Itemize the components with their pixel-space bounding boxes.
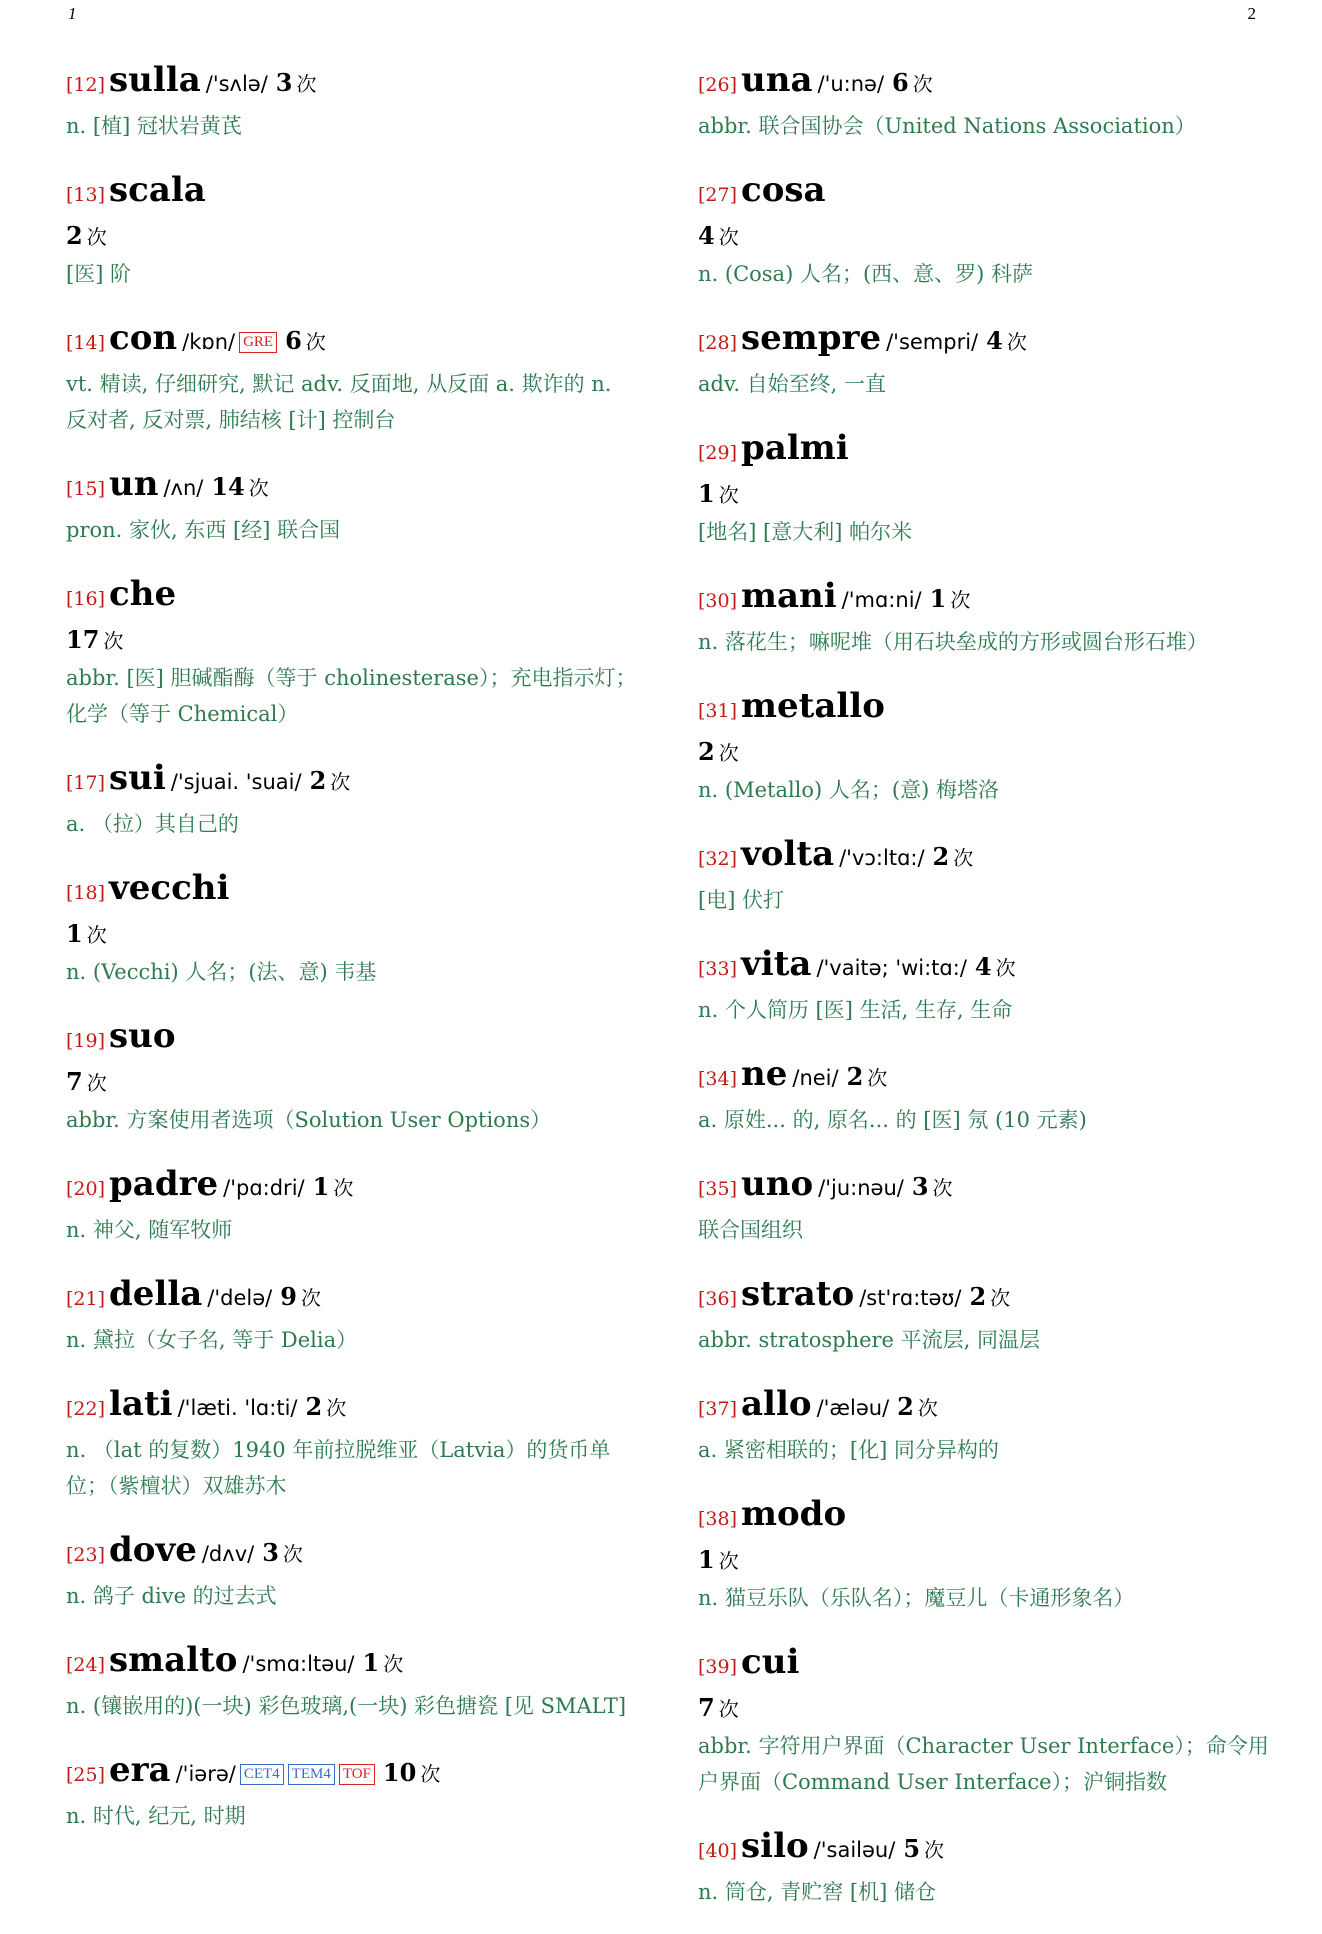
entry-index: [35] xyxy=(698,1178,738,1200)
entry-word: palmi xyxy=(741,428,849,468)
entry-headline xyxy=(698,574,1270,624)
entry-headline xyxy=(66,1638,638,1688)
entry-headline xyxy=(698,1272,1270,1322)
entry-headline xyxy=(66,866,638,916)
entry-definition: n. 神父, 随军牧师 xyxy=(66,1218,233,1242)
dictionary-entry xyxy=(66,1382,638,1504)
entry-word: scala xyxy=(109,170,206,210)
entry-word: strato xyxy=(741,1274,855,1314)
entry-count: 2 xyxy=(897,1392,914,1421)
entry-definition: n. 猫豆乐队（乐队名）；魔豆儿（卡通形象名） xyxy=(698,1586,1135,1610)
entry-word: volta xyxy=(741,834,835,874)
entry-phonetic: /'vɔ:ltɑ:/ xyxy=(839,846,925,870)
entry-word: dove xyxy=(109,1530,197,1570)
dictionary-entry xyxy=(698,168,1270,292)
entry-phonetic: /'delə/ xyxy=(207,1286,273,1310)
count-unit: 次 xyxy=(995,956,1016,980)
entry-definition: n. (镶嵌用的)(一块) 彩色玻璃,(一块) 彩色搪瓷 [见 SMALT] xyxy=(66,1694,627,1718)
entry-count: 9 xyxy=(280,1282,297,1311)
entry-word: con xyxy=(109,318,178,358)
entry-definition: n. 时代, 纪元, 时期 xyxy=(66,1804,246,1828)
entry-count: 2 xyxy=(305,1392,323,1421)
count-unit: 次 xyxy=(420,1762,441,1786)
entry-index: [14] xyxy=(66,332,106,354)
entry-index: [24] xyxy=(66,1654,106,1676)
entry-headline xyxy=(66,58,638,108)
entry-definition: [医] 阶 xyxy=(66,262,132,286)
entry-definition: n. 个人简历 [医] 生活, 生存, 生命 xyxy=(698,998,1013,1022)
entry-word: suo xyxy=(109,1016,176,1056)
entry-definition: a. 紧密相联的；[化] 同分异构的 xyxy=(698,1438,999,1462)
entry-definition: n. (Metallo) 人名；(意) 梅塔洛 xyxy=(698,778,999,802)
dictionary-entry xyxy=(698,316,1270,402)
entry-definition: abbr. 方案使用者选项（Solution User Options） xyxy=(66,1108,552,1132)
entry-headline xyxy=(698,1824,1270,1874)
entry-word: padre xyxy=(109,1164,219,1204)
entry-phonetic: /'iərə/ xyxy=(175,1762,236,1786)
count-unit: 次 xyxy=(932,1176,953,1200)
count-unit: 次 xyxy=(296,72,317,96)
entry-index: [36] xyxy=(698,1288,738,1310)
entry-headline xyxy=(66,1272,638,1322)
entry-headline xyxy=(698,942,1270,992)
entry-word: vita xyxy=(741,944,812,984)
dictionary-entry xyxy=(698,574,1270,660)
entry-index: [17] xyxy=(66,772,106,794)
entry-headline xyxy=(66,1748,638,1798)
page-number-left: 1 xyxy=(68,4,77,23)
entry-word: metallo xyxy=(741,686,885,726)
entry-count: 1 xyxy=(66,919,83,948)
entry-index: [28] xyxy=(698,332,738,354)
entry-word: era xyxy=(109,1750,171,1790)
entry-definition: a. （拉）其自己的 xyxy=(66,812,239,836)
entry-phonetic: /dʌv/ xyxy=(201,1542,255,1566)
dictionary-entry xyxy=(66,756,638,842)
entry-count: 14 xyxy=(211,472,245,501)
entry-index: [34] xyxy=(698,1068,738,1090)
entry-count: 2 xyxy=(698,737,715,766)
dictionary-entry xyxy=(66,1528,638,1614)
count-unit: 次 xyxy=(86,225,107,249)
entry-count: 2 xyxy=(969,1282,987,1311)
entry-count: 1 xyxy=(698,1545,715,1574)
entry-headline xyxy=(66,168,638,218)
count-unit: 次 xyxy=(333,1176,354,1200)
entry-count: 4 xyxy=(698,221,715,250)
dictionary-entry xyxy=(66,1014,638,1138)
entry-index: [16] xyxy=(66,588,106,610)
entry-index: [38] xyxy=(698,1508,738,1530)
entry-phonetic: /'mɑ:ni/ xyxy=(841,588,922,612)
dictionary-entry xyxy=(698,1052,1270,1138)
entry-index: [29] xyxy=(698,442,738,464)
count-unit: 次 xyxy=(383,1652,404,1676)
entry-count: 3 xyxy=(275,68,293,97)
entry-word: un xyxy=(109,464,159,504)
entry-index: [12] xyxy=(66,74,106,96)
entry-index: [23] xyxy=(66,1544,106,1566)
entry-index: [27] xyxy=(698,184,738,206)
count-unit: 次 xyxy=(300,1286,321,1310)
count-unit: 次 xyxy=(912,72,933,96)
entry-headline xyxy=(66,316,638,366)
count-unit: 次 xyxy=(86,923,107,947)
entry-headline xyxy=(66,572,638,622)
count-unit: 次 xyxy=(326,1396,347,1420)
dictionary-entry xyxy=(698,426,1270,550)
entry-count: 4 xyxy=(974,952,992,981)
entry-word: lati xyxy=(109,1384,173,1424)
dictionary-entry xyxy=(698,58,1270,144)
right-column xyxy=(698,58,1270,1934)
entry-headline xyxy=(698,1382,1270,1432)
entry-count: 3 xyxy=(911,1172,929,1201)
entry-phonetic: /'sailəu/ xyxy=(813,1838,896,1862)
entry-word: cui xyxy=(741,1642,800,1682)
entry-count-line xyxy=(66,1064,638,1102)
entry-phonetic: /ʌn/ xyxy=(163,476,204,500)
count-unit: 次 xyxy=(990,1286,1011,1310)
entry-count: 17 xyxy=(66,625,100,654)
page-number-right: 2 xyxy=(1247,4,1256,23)
entry-definition: [电] 伏打 xyxy=(698,888,785,912)
entry-definition: adv. 自始至终, 一直 xyxy=(698,372,887,396)
entry-word: silo xyxy=(741,1826,809,1866)
entry-count: 7 xyxy=(66,1067,83,1096)
count-unit: 次 xyxy=(330,770,351,794)
entry-count-line xyxy=(66,218,638,256)
entry-headline xyxy=(698,1162,1270,1212)
entry-headline xyxy=(698,684,1270,734)
count-unit: 次 xyxy=(718,483,739,507)
entry-word: cosa xyxy=(741,170,826,210)
entry-index: [31] xyxy=(698,700,738,722)
entry-phonetic: /'sjuai. 'suai/ xyxy=(170,770,302,794)
dictionary-entry xyxy=(698,1382,1270,1468)
count-unit: 次 xyxy=(953,846,974,870)
entry-count: 10 xyxy=(382,1758,417,1787)
entry-phonetic: /'æləu/ xyxy=(816,1396,890,1420)
entry-count-line xyxy=(698,1690,1270,1728)
entry-index: [13] xyxy=(66,184,106,206)
entry-word: della xyxy=(109,1274,203,1314)
entry-index: [26] xyxy=(698,74,738,96)
entry-headline xyxy=(698,426,1270,476)
entry-word: uno xyxy=(741,1164,814,1204)
dictionary-entry xyxy=(698,1162,1270,1248)
entry-count: 5 xyxy=(903,1834,921,1863)
entry-count-line xyxy=(66,622,638,660)
entry-phonetic: /'pɑ:dri/ xyxy=(223,1176,305,1200)
entry-word: smalto xyxy=(109,1640,238,1680)
entry-index: [33] xyxy=(698,958,738,980)
entry-headline xyxy=(66,1014,638,1064)
entry-phonetic: /kɒn/ xyxy=(182,330,236,354)
entry-phonetic: /'ju:nəu/ xyxy=(818,1176,904,1200)
entry-index: [20] xyxy=(66,1178,106,1200)
entry-count-line xyxy=(698,1542,1270,1580)
entry-headline xyxy=(698,832,1270,882)
entry-headline xyxy=(66,1528,638,1578)
dictionary-entry xyxy=(66,866,638,990)
entry-word: sempre xyxy=(741,318,882,358)
entry-headline xyxy=(698,316,1270,366)
count-unit: 次 xyxy=(103,629,124,653)
entry-count: 4 xyxy=(986,326,1003,355)
count-unit: 次 xyxy=(282,1542,303,1566)
entry-headline xyxy=(698,58,1270,108)
dictionary-entry xyxy=(66,462,638,548)
entry-phonetic: /'sempri/ xyxy=(886,330,979,354)
entry-definition: n. 落花生；嘛呢堆（用石块垒成的方形或圆台形石堆） xyxy=(698,630,1208,654)
entry-index: [37] xyxy=(698,1398,738,1420)
entry-count: 1 xyxy=(929,584,947,613)
entry-phonetic: /'smɑ:ltəu/ xyxy=(242,1652,355,1676)
entry-count: 2 xyxy=(932,842,950,871)
dictionary-entry xyxy=(698,684,1270,808)
count-unit: 次 xyxy=(718,741,739,765)
entry-word: ne xyxy=(741,1054,788,1094)
entry-index: [15] xyxy=(66,478,106,500)
entry-count-line xyxy=(698,476,1270,514)
entry-index: [22] xyxy=(66,1398,106,1420)
count-unit: 次 xyxy=(718,1697,739,1721)
entry-index: [25] xyxy=(66,1764,106,1786)
dictionary-entry xyxy=(66,1162,638,1248)
entry-word: sulla xyxy=(109,60,201,100)
entry-count: 6 xyxy=(892,68,909,97)
entry-headline xyxy=(698,168,1270,218)
entry-word: modo xyxy=(741,1494,847,1534)
entry-headline xyxy=(698,1052,1270,1102)
entry-count: 2 xyxy=(846,1062,864,1091)
entry-phonetic: /'vaitə; 'wi:tɑ:/ xyxy=(816,956,967,980)
count-unit: 次 xyxy=(248,476,269,500)
entry-headline xyxy=(66,756,638,806)
entry-definition: n. (Cosa) 人名；(西、意、罗) 科萨 xyxy=(698,262,1034,286)
entry-count-line xyxy=(698,734,1270,772)
entry-count: 3 xyxy=(262,1538,279,1567)
entry-definition: a. 原姓... 的, 原名... 的 [医] 氖 (10 元素) xyxy=(698,1108,1087,1132)
entry-count-line xyxy=(698,218,1270,256)
entry-headline xyxy=(66,462,638,512)
dictionary-entry xyxy=(698,1824,1270,1910)
entry-count: 2 xyxy=(66,221,83,250)
dictionary-entry xyxy=(698,1272,1270,1358)
entry-definition: n. 黛拉（女子名, 等于 Delia） xyxy=(66,1328,358,1352)
count-unit: 次 xyxy=(305,330,326,354)
entry-headline xyxy=(66,1382,638,1432)
entry-definition: vt. 精读, 仔细研究, 默记 adv. 反面地, 从反面 a. 欺诈的 n. 反对者, 反对票, 肺结核 [计] 控制台 xyxy=(66,372,612,432)
entry-index: [19] xyxy=(66,1030,106,1052)
entry-word: allo xyxy=(741,1384,812,1424)
entry-definition: n. 鸽子 dive 的过去式 xyxy=(66,1584,277,1608)
entry-count: 7 xyxy=(698,1693,715,1722)
dictionary-entry xyxy=(698,1640,1270,1800)
entry-word: sui xyxy=(109,758,166,798)
entry-phonetic: /nei/ xyxy=(792,1066,839,1090)
dictionary-entry xyxy=(66,168,638,292)
entry-definition: n. 筒仓, 青贮窖 [机] 储仓 xyxy=(698,1880,936,1904)
entry-index: [21] xyxy=(66,1288,106,1310)
entry-count: 1 xyxy=(312,1172,330,1201)
exam-tag-badge: TOF xyxy=(339,1764,375,1785)
entry-definition: abbr. [医] 胆碱酯酶（等于 cholinesterase）；充电指示灯；化学（等于 Chemical） xyxy=(66,666,637,726)
entry-definition: abbr. 联合国协会（United Nations Association） xyxy=(698,114,1196,138)
dictionary-entry xyxy=(66,1748,638,1834)
entry-phonetic: /st'rɑ:təʊ/ xyxy=(859,1286,962,1310)
entry-index: [40] xyxy=(698,1840,738,1862)
entry-count: 2 xyxy=(309,766,327,795)
entry-phonetic: /'sʌlə/ xyxy=(205,72,268,96)
dictionary-entry xyxy=(66,58,638,144)
entry-definition: [地名] [意大利] 帕尔米 xyxy=(698,520,913,544)
entry-phonetic: /'u:nə/ xyxy=(817,72,885,96)
dictionary-entry xyxy=(698,1492,1270,1616)
left-column xyxy=(66,58,638,1858)
dictionary-entry xyxy=(66,1638,638,1724)
entry-index: [39] xyxy=(698,1656,738,1678)
entry-definition: pron. 家伙, 东西 [经] 联合国 xyxy=(66,518,341,542)
count-unit: 次 xyxy=(917,1396,938,1420)
count-unit: 次 xyxy=(718,225,739,249)
entry-count-line xyxy=(66,916,638,954)
dictionary-entry xyxy=(66,316,638,438)
entry-word: che xyxy=(109,574,177,614)
exam-tag-badge: TEM4 xyxy=(288,1764,335,1785)
entry-index: [30] xyxy=(698,590,738,612)
entry-definition: n. (Vecchi) 人名；(法、意) 韦基 xyxy=(66,960,377,984)
count-unit: 次 xyxy=(924,1838,945,1862)
entry-word: mani xyxy=(741,576,837,616)
entry-index: [32] xyxy=(698,848,738,870)
entry-headline xyxy=(698,1640,1270,1690)
entry-headline xyxy=(66,1162,638,1212)
entry-word: vecchi xyxy=(109,868,230,908)
entry-index: [18] xyxy=(66,882,106,904)
dictionary-entry xyxy=(698,942,1270,1028)
count-unit: 次 xyxy=(718,1549,739,1573)
entry-word: una xyxy=(741,60,813,100)
count-unit: 次 xyxy=(1006,330,1027,354)
dictionary-entry xyxy=(698,832,1270,918)
dictionary-entry xyxy=(66,1272,638,1358)
entry-headline xyxy=(698,1492,1270,1542)
entry-count: 1 xyxy=(698,479,715,508)
entry-definition: n. [植] 冠状岩黄芪 xyxy=(66,114,242,138)
count-unit: 次 xyxy=(867,1066,888,1090)
entry-definition: abbr. 字符用户界面（Character User Interface）；命令用户界面（Command User Interface）；沪铜指数 xyxy=(698,1734,1269,1794)
entry-definition: n. （lat 的复数）1940 年前拉脱维亚（Latvia）的货币单位；（紫檀状）双雄苏木 xyxy=(66,1438,611,1498)
dictionary-entry xyxy=(66,572,638,732)
entry-count: 1 xyxy=(362,1648,380,1677)
exam-tag-badge: CET4 xyxy=(240,1764,284,1785)
entry-phonetic: /'læti. 'lɑ:ti/ xyxy=(177,1396,298,1420)
entry-definition: abbr. stratosphere 平流层, 同温层 xyxy=(698,1328,1041,1352)
count-unit: 次 xyxy=(86,1071,107,1095)
count-unit: 次 xyxy=(950,588,971,612)
exam-tag-badge: GRE xyxy=(239,332,277,353)
entry-definition: 联合国组织 xyxy=(698,1218,803,1242)
entry-count: 6 xyxy=(285,326,302,355)
